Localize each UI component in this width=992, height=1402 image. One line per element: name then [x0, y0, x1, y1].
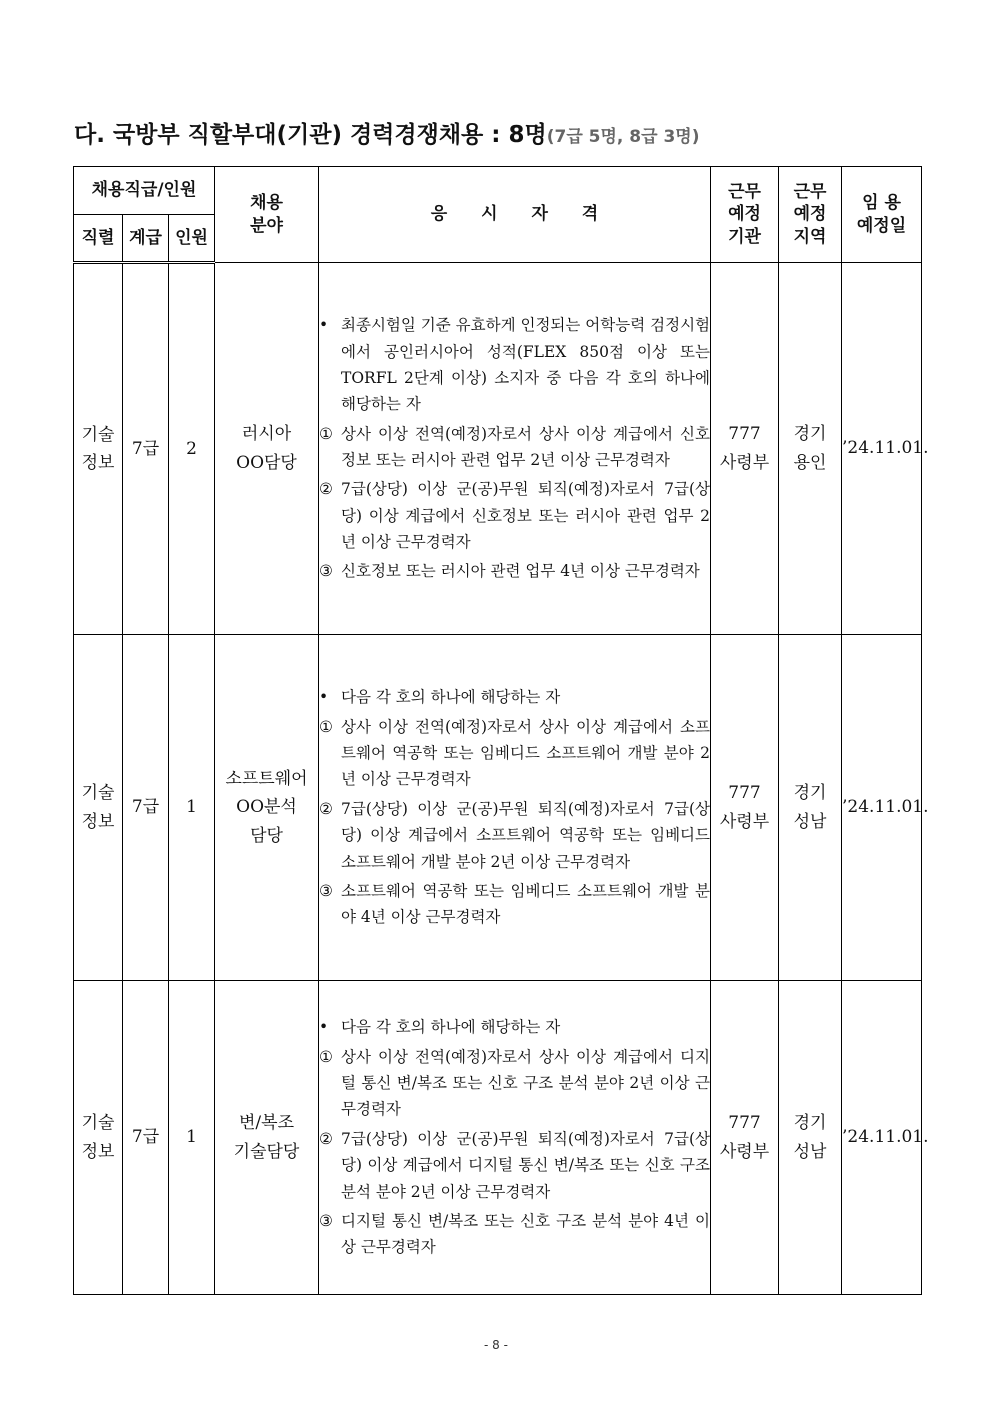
qualification-text: 7급(상당) 이상 군(공)무원 퇴직(예정)자로서 7급(상당) 이상 계급에서 신호정보 또는 러시아 관련 업무 2년 이상 근무경력자	[341, 480, 710, 552]
cell-qualifications	[319, 263, 711, 635]
qualification-marker: ②	[319, 480, 333, 499]
header-date: 임 용 예정일	[842, 167, 922, 263]
qualification-marker: ①	[319, 717, 333, 736]
cell-agency: 777 사령부	[711, 263, 779, 635]
qualification-marker: •	[319, 1018, 329, 1037]
qualification-text: 신호정보 또는 러시아 관련 업무 4년 이상 근무경력자	[341, 562, 700, 581]
qualification-marker: •	[319, 316, 329, 335]
qualification-marker: •	[319, 688, 329, 707]
qualification-text: 다음 각 호의 하나에 해당하는 자	[341, 688, 561, 707]
header-position-group: 채용직급/인원	[74, 167, 215, 215]
qualification-text: 소프트웨어 역공학 또는 임베디드 소프트웨어 개발 분야 4년 이상 근무경력자	[341, 881, 710, 927]
section-title-sub: (7급 5명, 8급 3명)	[546, 127, 700, 147]
cell-field: 소프트웨어 OO분석 담당	[215, 635, 319, 981]
cell-count: 1	[169, 635, 215, 981]
cell-series: 기술 정보	[74, 635, 123, 981]
cell-series: 기술 정보	[74, 263, 123, 635]
qualification-item	[319, 878, 710, 931]
qualification-item	[319, 421, 710, 474]
header-grade: 계급	[123, 215, 169, 263]
table-row	[74, 263, 922, 635]
cell-date: ’24.11.01.	[842, 263, 922, 635]
qualification-item	[319, 1044, 710, 1123]
page-number: - 8 -	[484, 1338, 508, 1352]
qualification-item	[319, 476, 710, 555]
cell-series: 기술 정보	[74, 981, 123, 1295]
recruitment-table	[73, 166, 929, 1295]
qualification-text: 7급(상당) 이상 군(공)무원 퇴직(예정)자로서 7급(상당) 이상 계급에서 소프트웨어 역공학 또는 임베디드 소프트웨어 개발 분야 2년 이상 근무경력자	[341, 799, 710, 871]
cell-count: 2	[169, 263, 215, 635]
header-field: 채용 분야	[215, 167, 319, 263]
cell-agency: 777 사령부	[711, 981, 779, 1295]
qualification-text: 상사 이상 전역(예정)자로서 상사 이상 계급에서 소프트웨어 역공학 또는 임베디드 소프트웨어 개발 분야 2년 이상 근무경력자	[341, 717, 710, 789]
cell-field: 변/복조 기술담당	[215, 981, 319, 1295]
qualification-text: 상사 이상 전역(예정)자로서 상사 이상 계급에서 디지털 통신 변/복조 또는 신호 구조 분석 분야 2년 이상 근무경력자	[341, 1047, 710, 1119]
qualification-text: 상사 이상 전역(예정)자로서 상사 이상 계급에서 신호정보 또는 러시아 관련 업무 2년 이상 근무경력자	[341, 424, 710, 469]
cell-date: ’24.11.01.	[842, 635, 922, 981]
qualification-item	[319, 1126, 710, 1205]
table-row	[74, 635, 922, 981]
header-agency: 근무 예정 기관	[711, 167, 779, 263]
cell-grade: 7급	[123, 981, 169, 1295]
qualification-text: 최종시험일 기준 유효하게 인정되는 어학능력 검정시험에서 공인러시아어 성적(FLEX 850점 이상 또는 TORFL 2단계 이상) 소지자 중 다음 각 호의 하나에 해당하는 자	[341, 316, 711, 414]
header-qualifications: 응 시 자 격	[319, 167, 711, 263]
cell-qualifications	[319, 981, 711, 1295]
qualification-item	[319, 1208, 710, 1261]
qualification-marker: ②	[319, 1129, 333, 1148]
cell-grade: 7급	[123, 635, 169, 981]
qualification-item	[319, 558, 710, 584]
qualification-text: 7급(상당) 이상 군(공)무원 퇴직(예정)자로서 7급(상당) 이상 계급에서 디지털 통신 변/복조 또는 신호 구조 분석 분야 2년 이상 근무경력자	[341, 1129, 710, 1201]
qualification-item	[319, 714, 710, 793]
qualification-marker: ①	[319, 1047, 333, 1066]
cell-region: 경기 용인	[779, 263, 842, 635]
section-title-main: 다. 국방부 직할부대(기관) 경력경쟁채용 : 8명	[74, 122, 547, 148]
cell-region: 경기 성남	[779, 635, 842, 981]
cell-grade: 7급	[123, 263, 169, 635]
section-title	[74, 116, 954, 149]
qualification-item	[319, 1014, 710, 1040]
qualification-marker: ②	[319, 799, 333, 818]
cell-qualifications	[319, 635, 711, 981]
qualification-marker: ③	[319, 1211, 333, 1230]
qualification-marker: ③	[319, 562, 333, 581]
cell-field: 러시아 OO담당	[215, 263, 319, 635]
qualification-item	[319, 796, 710, 875]
cell-agency: 777 사령부	[711, 635, 779, 981]
cell-date: ’24.11.01.	[842, 981, 922, 1295]
cell-region: 경기 성남	[779, 981, 842, 1295]
header-count: 인원	[169, 215, 215, 263]
qualification-item	[319, 684, 710, 710]
qualification-marker: ③	[319, 881, 333, 900]
header-region: 근무 예정 지역	[779, 167, 842, 263]
qualification-text: 다음 각 호의 하나에 해당하는 자	[341, 1018, 561, 1037]
table-row	[74, 981, 922, 1295]
cell-count: 1	[169, 981, 215, 1295]
qualification-text: 디지털 통신 변/복조 또는 신호 구조 분석 분야 4년 이상 근무경력자	[341, 1211, 710, 1257]
header-series: 직렬	[74, 215, 123, 263]
qualification-marker: ①	[319, 424, 333, 443]
qualification-item	[319, 312, 710, 417]
